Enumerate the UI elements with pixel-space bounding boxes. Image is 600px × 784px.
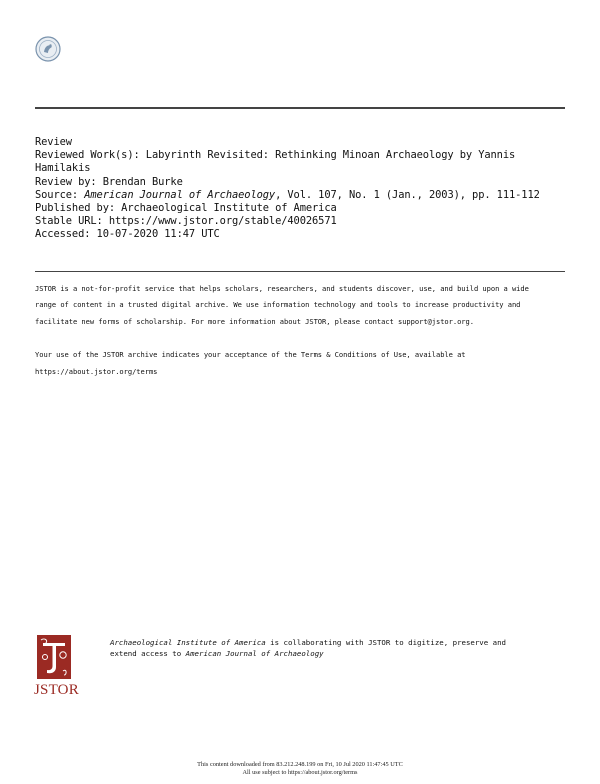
collab-text-1: is collaborating with JSTOR to digitize, preserve and (265, 638, 507, 647)
jstor-notice (35, 281, 565, 380)
middle-divider (35, 271, 565, 272)
jstor-seal-icon (35, 36, 61, 62)
citation-block (35, 136, 565, 242)
source-prefix: Source: (35, 188, 85, 201)
notice-p1-line1: JSTOR is a not-for-profit service that helps scholars, researchers, and students discover, use, and build upon a wide (35, 284, 529, 293)
source-details: , Vol. 107, No. 1 (Jan., 2003), pp. 111-112 (275, 188, 540, 201)
notice-p1-line3: facilitate new forms of scholarship. For more information about JSTOR, please contact support@jstor.org. (35, 316, 474, 326)
reviewed-work-line1: Reviewed Work(s): Labyrinth Revisited: Rethinking Minoan Archaeology by Yannis (35, 149, 516, 162)
footer-line2: All use subject to https://about.jstor.org/terms (242, 769, 358, 776)
notice-paragraph-2 (35, 347, 565, 380)
jstor-wordmark: JSTOR (34, 682, 79, 698)
notice-p2-line1: Your use of the JSTOR archive indicates your acceptance of the Terms & Conditions of Use, available at (35, 350, 466, 360)
publisher-name: Archaeological Institute of America (110, 638, 266, 647)
review-by: Review by: Brendan Burke (35, 175, 183, 188)
notice-paragraph-1 (35, 281, 565, 330)
source-journal: American Journal of Archaeology (84, 188, 276, 201)
collaboration-statement (110, 637, 565, 659)
terms-link[interactable]: https://about.jstor.org/terms (35, 366, 158, 376)
jstor-mark-icon (37, 635, 71, 679)
stable-url[interactable]: Stable URL: https://www.jstor.org/stable/40026571 (35, 215, 337, 228)
download-footer (0, 761, 600, 777)
jstor-logo (34, 635, 84, 705)
published-by: Published by: Archaeological Institute of America (35, 202, 337, 215)
collab-text-2: extend access to (110, 649, 186, 658)
accessed-date: Accessed: 10-07-2020 11:47 UTC (35, 228, 220, 241)
footer-line1: This content downloaded from 83.212.248.199 on Fri, 10 Jul 2020 11:47:45 UTC (197, 761, 403, 768)
top-divider (35, 107, 565, 109)
notice-p1-line2: range of content in a trusted digital archive. We use information technology and tools to increase productivity and (35, 300, 521, 310)
reviewed-work-line2: Hamilakis (35, 162, 91, 175)
citation-type: Review (35, 136, 72, 148)
source-line (35, 189, 565, 202)
collab-journal: American Journal of Archaeology (185, 649, 324, 658)
